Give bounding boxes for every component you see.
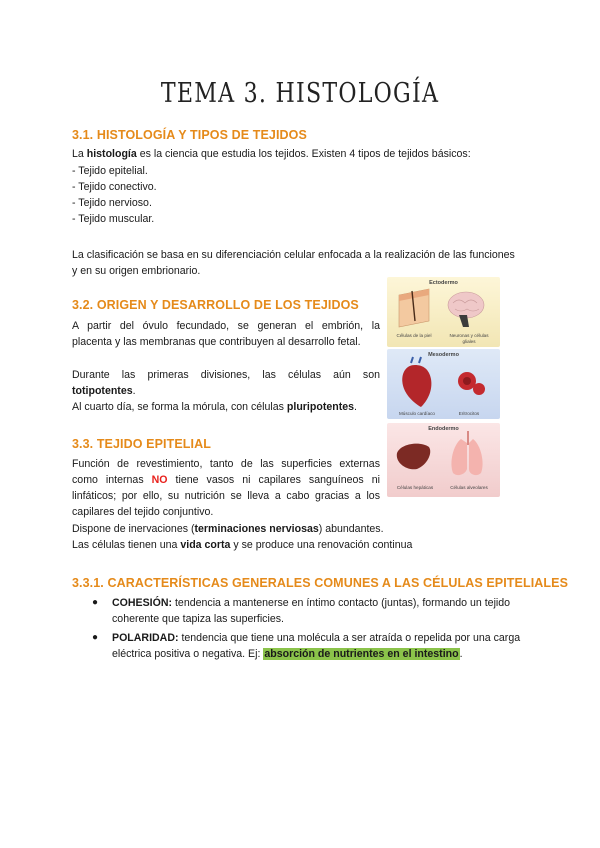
section-3-2-paragraph-2: Durante las primeras divisiones, las células aún son totipotentes. Al cuarto día, se forma la mórula, con células pluripotentes. [72,369,380,413]
list-item: - Tejido conectivo. [72,181,157,193]
endoderm-caption-2: Células alveolares [450,485,488,490]
ectoderm-panel: Ectodermo Células de la piel Neuronas y células gliales [387,277,500,347]
classification-paragraph: La clasificación se basa en su diferenciación celular enfocada a la realización de las funciones y en su origen embrionario. [72,249,515,277]
ectoderm-caption-2: Neuronas y células gliales [449,333,489,344]
list-item: - Tejido nervioso. [72,197,152,209]
ectoderm-caption-1: Células de la piel [396,333,432,338]
section-3-3-extra: Dispone de inervaciones (terminaciones nerviosas) abundantes. Las células tienen una vida corta y se produce una renovación continua [72,523,413,551]
section-3-2-paragraph-1: A partir del óvulo fecundado, se generan el embrión, la placenta y las membranas que contribuyen al desarrollo fetal. [72,320,380,348]
highlighted-example: absorción de nutrientes en el intestino [264,648,459,660]
section-3-1-heading: 3.1. HISTOLOGÍA Y TIPOS DE TEJIDOS [72,128,307,142]
characteristics-list [90,595,530,665]
endoderm-caption-1: Células hepáticas [396,485,434,490]
mesoderm-panel: Mesodermo Músculo cardíaco Eritrocitos [387,349,500,419]
list-item: - Tejido epitelial. [72,165,148,177]
bullet-icon: ● [92,632,99,643]
page-title: TEMA 3. HISTOLOGÍA [160,78,440,109]
section-3-3-paragraph: Función de revestimiento, tanto de las superficies externas como internas NO tiene vasos ni capilares sanguíneos ni linfáticos; por ello, su nutrición se lleva a cabo gracias a los capilares del tejido conjuntivo. [72,458,380,518]
list-item: ● POLARIDAD: tendencia que tiene una molécula a ser atraída o repelida por una carga eléctrica positiva o negativa. Ej: absorción de nutrientes en el intestino. [92,632,521,660]
list-item: - Tejido muscular. [72,213,155,225]
section-3-2-heading: 3.2. ORIGEN Y DESARROLLO DE LOS TEJIDOS [72,298,359,312]
bullet-icon: ● [92,597,99,608]
mesoderm-illustration [387,349,500,419]
section-3-3-1-heading: 3.3.1. CARACTERÍSTICAS GENERALES COMUNES A LAS CÉLULAS EPITELIALES [72,576,569,590]
mesoderm-caption-2: Eritrocitos [458,411,480,416]
section-3-3-heading: 3.3. TEJIDO EPITELIAL [72,437,211,451]
list-item: ● COHESIÓN: tendencia a mantenerse en íntimo contacto (juntas), formando un tejido coherente que tapiza las superficies. [92,597,511,625]
tissue-type-list [72,163,157,227]
mesoderm-caption-1: Músculo cardíaco [398,411,435,416]
endoderm-panel: Endodermo Células hepáticas Células alveolares [387,423,500,497]
section-3-1-intro: La histología es la ciencia que estudia los tejidos. Existen 4 tipos de tejidos básicos: [72,148,471,160]
